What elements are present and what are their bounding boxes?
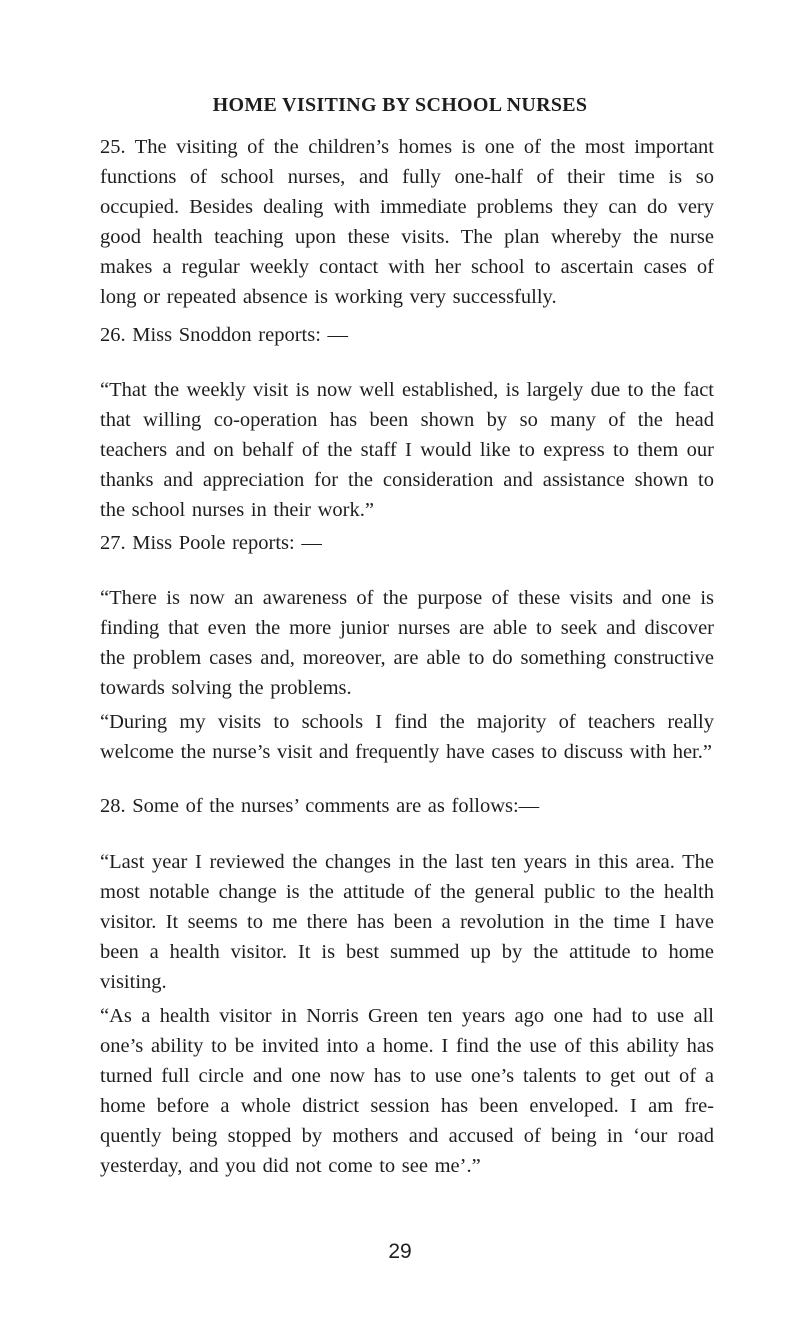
paragraph-text: The visiting of the children’s homes is one of the most important functions of school nurses, and fully one-half of their time is so occupied. Besides dealing with immediate problems they can do very good health teaching upon these visits. The plan whereby the nurse makes a regular weekly contact with her school to ascertain cases of long or repeated absence is working very successfully. xyxy=(100,136,714,308)
paragraph-number: 27. xyxy=(100,532,126,554)
page-heading: HOME VISITING BY SCHOOL NURSES xyxy=(212,94,588,116)
paragraph-25 xyxy=(100,132,714,312)
quote-text: “There is now an awareness of the purpose of these visits and one is finding that even the more junior nurses are able to seek and discover the problem cases and, moreover, are able to do something constructive towards solving the problems. xyxy=(100,587,714,699)
quote-nurse-1 xyxy=(100,847,714,997)
paragraph-26 xyxy=(100,320,714,350)
paragraph-number: 26. xyxy=(100,324,126,346)
quote-nurse-2 xyxy=(100,1001,714,1181)
paragraph-number: 28. xyxy=(100,795,126,817)
quote-snoddon xyxy=(100,375,714,525)
paragraph-text: Some of the nurses’ comments are as follows:— xyxy=(132,795,540,817)
paragraph-text: Miss Poole reports: — xyxy=(132,532,322,554)
paragraph-text: Miss Snoddon reports: — xyxy=(132,324,349,346)
paragraph-27 xyxy=(100,528,714,558)
quote-poole-2 xyxy=(100,707,714,767)
paragraph-28 xyxy=(100,791,714,821)
page-number: 29 xyxy=(388,1240,412,1263)
paragraph-number: 25. xyxy=(100,136,126,158)
quote-text: “That the weekly visit is now well established, is largely due to the fact that willing co-operation has been shown by so many of the head teachers and on behalf of the staff I would like to express to them our thanks and appreciation for the consideration and assistance shown to the school nurses in their work.” xyxy=(100,379,714,521)
quote-text: “Last year I reviewed the changes in the last ten years in this area. The most notable change is the attitude of the general public to the health visitor. It seems to me there has been a revolution in the time I have been a health visitor. It is best summed up by the attitude to home visiting. xyxy=(100,851,714,993)
quote-text: “As a health visitor in Norris Green ten years ago one had to use all one’s ability to be invited into a home. I find the use of this ability has turned full circle and one now has to use one’s talents to get out of a home before a whole district session has been enveloped. I am fre- quently being stopped by mothers and accused of being in ‘our road yesterday, and you did not come to see me’.” xyxy=(100,1005,714,1177)
quote-poole-1 xyxy=(100,583,714,703)
quote-text: “During my visits to schools I find the majority of teachers really welcome the nurse’s visit and frequently have cases to discuss with her.” xyxy=(100,711,714,763)
